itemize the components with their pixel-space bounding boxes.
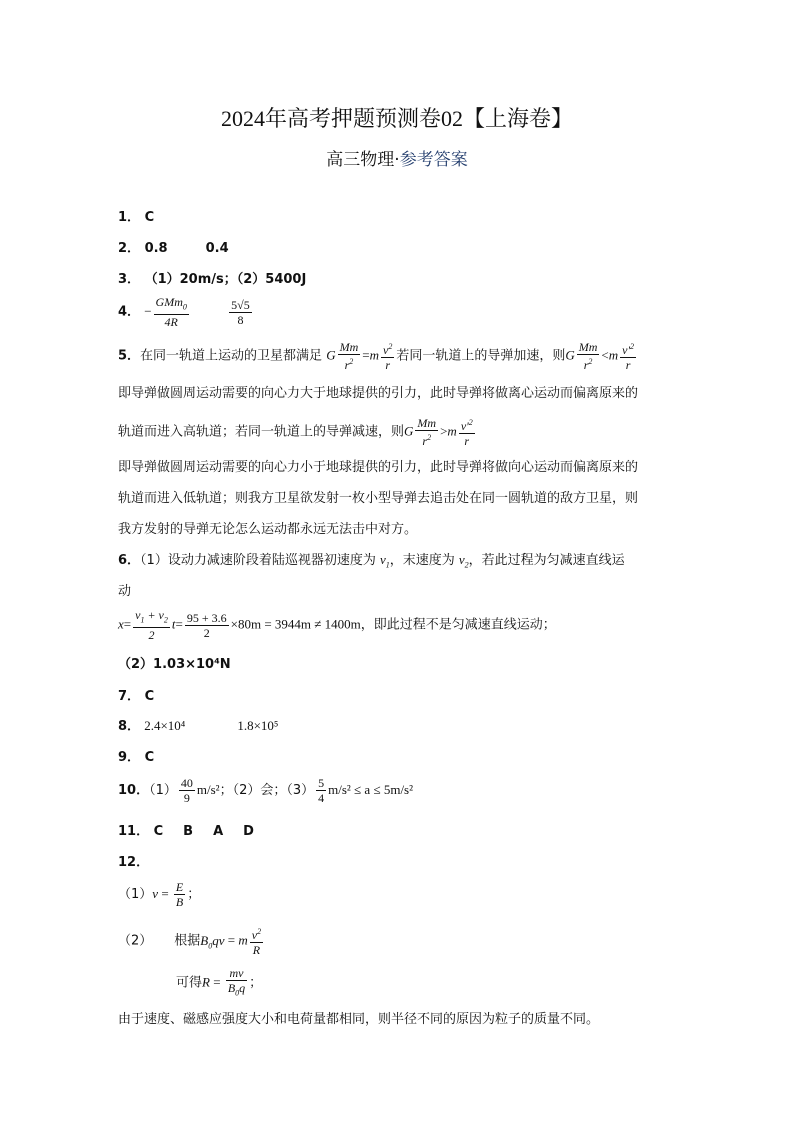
choice: A — [213, 824, 224, 839]
choice: D — [243, 824, 254, 839]
answer-4 — [118, 295, 254, 329]
q-num: 1． — [118, 210, 141, 225]
answer-7 — [118, 685, 154, 704]
answer-6-equation: x= $\frac{v_1 + v_2}{2}$ t= $\frac{95 + 3.6}{2}$ ×80m = 3944m ≠ 1400m，即此过程不是匀减速直线运动； — [118, 608, 556, 643]
answer-12-obtain: 可得R = $\frac{mv}{B_0q}$ ； — [176, 966, 263, 998]
answer-text: C — [144, 689, 155, 704]
q-num: 6． — [118, 553, 141, 568]
answer-5-line-2: 即导弹做圆周运动需要的向心力大于地球提供的引力，此时导弹将做离心运动而偏离原来的 — [118, 386, 639, 401]
answer-text: （1）20m/s；（2）5400J — [144, 272, 307, 287]
q-num: 8． — [118, 719, 141, 734]
subject-label: 高三物理 — [326, 150, 395, 170]
answer-key-label: 参考答案 — [399, 150, 468, 170]
choice: B — [183, 824, 194, 839]
choice: C — [153, 824, 164, 839]
answer-text: C — [144, 210, 155, 225]
q-num: 2． — [118, 241, 141, 256]
page-subtitle — [0, 145, 794, 170]
answer-10: 10．（1） $\frac{40}{9}$ m/s²；（2）会；（3） $\frac{5}{4}$ m/s² ≤ a ≤ 5m/s² — [118, 776, 414, 805]
answer-12-num: 12． — [118, 855, 150, 870]
fraction-5root5: $\frac{5√5}{8}$ — [231, 297, 250, 327]
answer-6-line-1: 6．（1）设动力减速阶段着陆巡视器初速度为 $v_1$，末速度为 $v_2$，若此过程为匀减速直线运 — [118, 552, 625, 570]
answer-3 — [118, 268, 306, 287]
answer-value-1: 0.8 — [144, 241, 168, 256]
answer-1 — [118, 206, 154, 225]
text: 若同一轨道上的导弹加速，则 — [396, 348, 566, 364]
minus-sign: − — [144, 303, 152, 319]
q-num: 7． — [118, 689, 141, 704]
q-num: 9． — [118, 750, 141, 765]
answer-12-part-2: （2） 根据$B_0qv = m$ $\frac{v^2}{R}$ — [118, 927, 262, 957]
separator: · — [394, 150, 400, 170]
answer-value-2: 0.4 — [205, 241, 229, 256]
answer-9 — [118, 746, 154, 765]
answer-5-line-6: 我方发射的导弹无论怎么运动都永远无法击中对方。 — [118, 522, 418, 537]
q-num: 11． — [118, 824, 150, 839]
q-num: 3． — [118, 272, 141, 287]
answer-5-line-1: 5．在同一轨道上运动的卫星都满足 G $\frac{Mm}{r^2}$ =m $\frac{v^2}{r}$ 若同一轨道上的导弹加速，则G $\frac{Mm}{r^2}$ <m $\frac{v'^2}{r}$ — [118, 340, 635, 372]
answer-value-2: 1.8×10⁵ — [237, 718, 279, 733]
q-num: 10． — [118, 783, 150, 798]
fraction-gmm: $\frac{GMm_0}{4R}$ — [155, 295, 187, 330]
page-title: 2024年高考押题预测卷02【上海卷】 — [220, 106, 573, 131]
answer-5-line-5: 轨道而进入低轨道；则我方卫星欲发射一枚小型导弹去追击处在同一圆轨道的敌方卫星，则 — [118, 491, 639, 506]
answer-5-line-4: 即导弹做圆周运动需要的向心力小于地球提供的引力，此时导弹将做向心运动而偏离原来的 — [118, 460, 639, 475]
answer-11 — [118, 820, 254, 839]
answer-6-line-2: 动 — [118, 584, 132, 599]
answer-12-conclusion: 由于速度、磁感应强度大小和电荷量都相同，则半径不同的原因为粒子的质量不同。 — [118, 1012, 600, 1027]
q-num: 5． — [118, 348, 141, 364]
answer-5-line-3: 轨道而进入高轨道；若同一轨道上的导弹减速，则G $\frac{Mm}{r^2}$ >m $\frac{v'^2}{r}$ — [118, 416, 473, 448]
answer-2 — [118, 237, 229, 256]
answer-8 — [118, 715, 278, 734]
answer-12-part-1: （1）v = $\frac{E}{B}$ ； — [118, 880, 201, 909]
q-num: 4． — [118, 304, 141, 320]
answer-value-1: 2.4×10⁴ — [144, 718, 186, 733]
answer-6-part-2: （2）1.03×10⁴N — [118, 657, 231, 672]
answer-text: C — [144, 750, 155, 765]
text: 在同一轨道上运动的卫星都满足 — [140, 348, 323, 364]
